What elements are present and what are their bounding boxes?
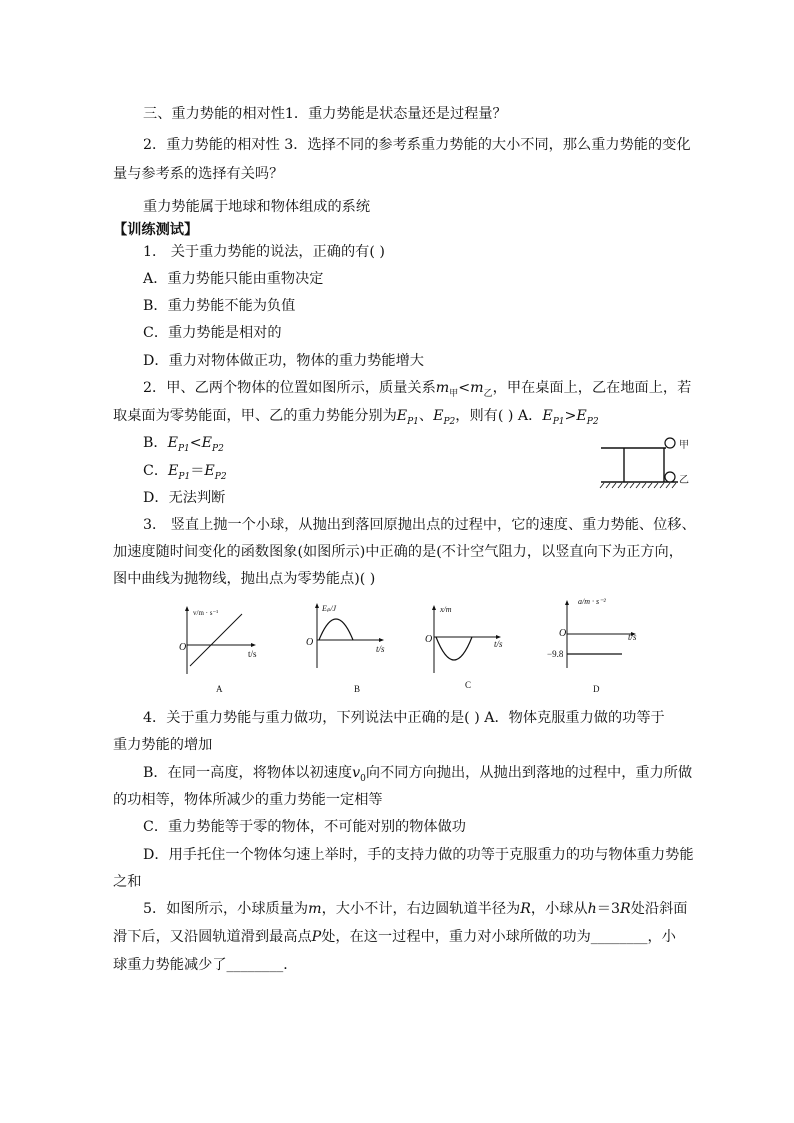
- q1-stem: 1． 关于重力势能的说法，正确的有( ): [143, 244, 385, 260]
- section3-line2: 2．重力势能的相对性 3．选择不同的参考系重力势能的大小不同，那么重力势能的变化: [143, 137, 691, 153]
- graph-b-curve: [319, 619, 353, 640]
- q2-stem-line1: 2．甲、乙两个物体的位置如图所示，质量关系$m_甲<m_乙$，甲在桌面上，乙在地面上，若: [143, 380, 692, 399]
- section3-line4: 重力势能属于地球和物体组成的系统: [143, 199, 371, 215]
- graph-d-value-label: −9.8: [547, 649, 564, 659]
- q3-line3: 图中曲线为抛物线，抛出点为零势能点)( ): [113, 571, 376, 587]
- graph-b-potential-energy: [300, 600, 400, 670]
- ball-yi: [665, 472, 675, 482]
- graph-a-xlabel: t/s: [248, 649, 257, 659]
- ball-yi-label: 乙: [679, 475, 689, 486]
- q1-option-a: A．重力势能只能由重物决定: [143, 271, 324, 287]
- graph-b-ylabel: Eₚ/J: [322, 604, 337, 613]
- q1-option-d: D．重力对物体做正功，物体的重力势能增大: [143, 353, 424, 369]
- graph-c-curve: [436, 637, 472, 660]
- q2-stem-line2: 取桌面为零势能面，甲、乙的重力势能分别为$E_{P1}$、$E_{P2}$，则有( ) A．$E_{P1}>E_{P2}$: [113, 408, 599, 427]
- graph-b-caption: B: [354, 684, 361, 694]
- q2-option-b: B．$E_{P1}<E_{P2}$: [143, 435, 224, 454]
- q5-line1: 5．如图所示，小球质量为m，大小不计，右边圆轨道半径为R，小球从h＝3R处沿斜面: [143, 901, 688, 917]
- graph-a-line: [190, 614, 242, 666]
- q2-option-c: C．$E_{P1}=E_{P2}$: [143, 463, 227, 482]
- graph-b-origin: O: [306, 637, 314, 648]
- q4-line2: 重力势能的增加: [113, 737, 213, 753]
- graph-b-xlabel: t/s: [376, 644, 385, 654]
- ground-hatch: [600, 483, 676, 488]
- q4-option-d-line2: 之和: [113, 874, 142, 890]
- q3-line1: 3． 竖直上抛一个小球，从抛出到落回原抛出点的过程中，它的速度、重力势能、位移、: [143, 517, 696, 533]
- q1-option-c: C．重力势能是相对的: [143, 325, 282, 341]
- graph-d-ylabel: a/m · s⁻²: [578, 597, 606, 606]
- q4-option-d-line1: D．用手托住一个物体匀速上举时，手的支持力做的功等于克服重力的功与物体重力势能: [143, 847, 694, 863]
- graph-d-xlabel: t/s: [628, 632, 637, 642]
- q2-option-d: D．无法判断: [143, 490, 226, 506]
- q5-line3: 球重力势能减少了________．: [113, 957, 298, 973]
- q4-option-c: C．重力势能等于零的物体，不可能对别的物体做功: [143, 819, 466, 835]
- ball-jia-label: 甲: [679, 440, 689, 451]
- graph-c-ylabel: x/m: [440, 605, 452, 614]
- section3-line1: 三、重力势能的相对性1．重力势能是状态量还是过程量？: [143, 106, 507, 122]
- graph-a-ylabel: v/m · s⁻¹: [193, 609, 219, 617]
- q4-option-b-line2: 的功相等，物体所减少的重力势能一定相等: [113, 792, 383, 808]
- section3-line3: 量与参考系的选择有关吗？: [113, 166, 284, 182]
- q4-line1: 4．关于重力势能与重力做功，下列说法中正确的是( ) A．物体克服重力做的功等于: [143, 710, 665, 726]
- ball-jia: [665, 438, 675, 448]
- graph-d-acceleration: [552, 596, 652, 670]
- graph-c-origin: O: [425, 634, 433, 645]
- q4-option-b-line1: B．在同一高度，将物体以初速度$v_0$向不同方向抛出，从抛出到落地的过程中，重力所做: [143, 765, 693, 784]
- graph-d-caption: D: [593, 684, 600, 694]
- graph-a-caption: A: [216, 684, 223, 694]
- graph-a-origin: O: [179, 642, 187, 653]
- graph-d-origin: O: [559, 628, 567, 639]
- graph-c-xlabel: t/s: [494, 639, 503, 649]
- test-header: 【训练测试】: [113, 222, 199, 238]
- q3-line2: 加速度随时间变化的函数图象(如图所示)中正确的是(不计空气阻力，以竖直向下为正方向，: [113, 544, 683, 560]
- q1-option-b: B．重力势能不能为负值: [143, 298, 296, 314]
- graph-a-velocity: [172, 604, 272, 676]
- q5-line2: 滑下后，又沿圆轨道滑到最高点P处，在这一过程中，重力对小球所做的功为________，小: [113, 929, 676, 945]
- graph-c-caption: C: [465, 680, 472, 690]
